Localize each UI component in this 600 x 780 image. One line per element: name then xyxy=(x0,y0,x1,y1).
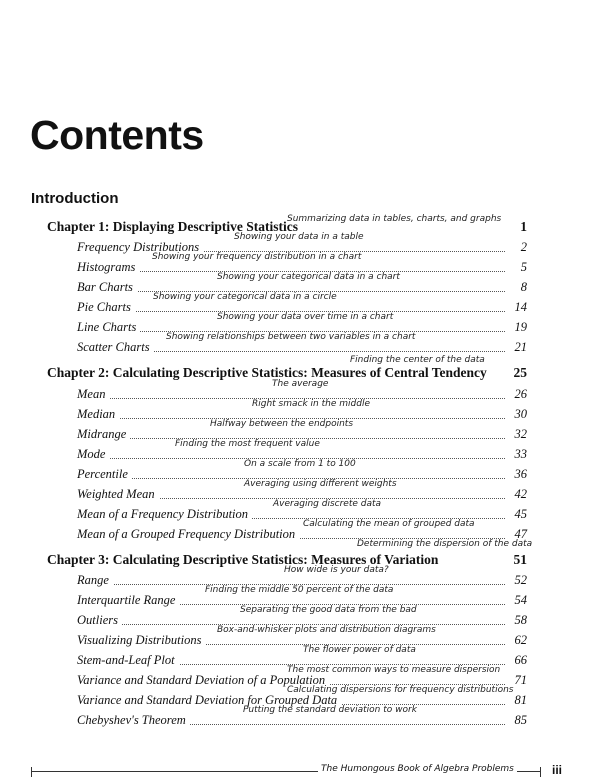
entry-page-number: 19 xyxy=(511,319,528,335)
page-title: Contents xyxy=(30,112,204,158)
entry-page-number: 8 xyxy=(517,279,527,295)
entry-page-number: 54 xyxy=(511,592,528,608)
entry-title: Mode xyxy=(77,446,109,462)
chapter-title: Chapter 2: Calculating Descriptive Statistics: Measures of Central Tendency xyxy=(47,365,487,380)
entry-title: Variance and Standard Deviation of a Population xyxy=(77,672,329,688)
chapter-title: Chapter 1: Displaying Descriptive Statistics xyxy=(47,219,298,234)
entry-page-number: 21 xyxy=(511,339,528,355)
handwritten-note: Box-and-whisker plots and distribution diagrams xyxy=(217,625,436,635)
entry-page-number: 36 xyxy=(511,466,528,482)
entry-title: Pie Charts xyxy=(77,299,135,315)
entry-title: Histograms xyxy=(77,259,139,275)
entry-page-number: 5 xyxy=(517,259,527,275)
handwritten-note: Averaging discrete data xyxy=(273,499,382,509)
entry-title: Mean of a Grouped Frequency Distribution xyxy=(77,526,299,542)
entry-page-number: 52 xyxy=(511,572,528,588)
entry-page-number: 42 xyxy=(511,486,528,502)
entry-title: Stem-and-Leaf Plot xyxy=(77,652,179,668)
footer-book-title: The Humongous Book of Algebra Problems xyxy=(318,764,517,774)
handwritten-note: Calculating dispersions for frequency distributions xyxy=(287,685,514,695)
handwritten-note: The flower power of data xyxy=(303,645,416,655)
entry-title: Midrange xyxy=(77,426,130,442)
handwritten-note: The most common ways to measure dispersion xyxy=(287,665,501,675)
handwritten-note: On a scale from 1 to 100 xyxy=(244,459,356,469)
entry-page-number: 30 xyxy=(511,406,528,422)
entry-page-number: 85 xyxy=(511,712,528,728)
handwritten-note: How wide is your data? xyxy=(284,565,389,575)
handwritten-note: Showing your data over time in a chart xyxy=(217,312,394,322)
entry-title: Weighted Mean xyxy=(77,486,159,502)
entry-title: Percentile xyxy=(77,466,132,482)
handwritten-note: Right smack in the middle xyxy=(252,399,370,409)
entry-title: Variance and Standard Deviation for Grouped Data xyxy=(77,692,341,708)
toc-entry[interactable] xyxy=(77,705,527,728)
entry-title: Interquartile Range xyxy=(77,592,179,608)
chapter-page-number: 51 xyxy=(513,552,527,567)
entry-page-number: 58 xyxy=(511,612,528,628)
entry-title: Line Charts xyxy=(77,319,140,335)
entry-page-number: 32 xyxy=(511,426,528,442)
handwritten-note: Halfway between the endpoints xyxy=(210,419,354,429)
entry-page-number: 33 xyxy=(511,446,528,462)
entry-title: Frequency Distributions xyxy=(77,239,203,255)
handwritten-note: The average xyxy=(272,379,329,389)
toc-entry[interactable] xyxy=(77,332,527,355)
handwritten-note: Showing your categorical data in a circle xyxy=(153,292,337,302)
handwritten-note: Putting the standard deviation to work xyxy=(243,705,417,715)
handwritten-note: Averaging using different weights xyxy=(244,479,397,489)
handwritten-note: Showing your categorical data in a chart xyxy=(217,272,400,282)
entry-page-number: 62 xyxy=(511,632,528,648)
entry-title: Mean xyxy=(77,386,109,402)
handwritten-note: Finding the middle 50 percent of the data xyxy=(205,585,394,595)
entry-title: Mean of a Frequency Distribution xyxy=(77,506,252,522)
chapter-title: Chapter 3: Calculating Descriptive Statistics: Measures of Variation xyxy=(47,552,439,567)
entry-title: Bar Charts xyxy=(77,279,137,295)
entry-page-number: 26 xyxy=(511,386,528,402)
chapter-page-number: 1 xyxy=(520,219,527,234)
handwritten-note: Finding the center of the data xyxy=(350,355,485,365)
handwritten-note: Showing relationships between two variables in a chart xyxy=(166,332,416,342)
entry-title: Range xyxy=(77,572,113,588)
handwritten-note: Summarizing data in tables, charts, and graphs xyxy=(287,214,502,224)
entry-title: Scatter Charts xyxy=(77,339,154,355)
handwritten-note: Separating the good data from the bad xyxy=(240,605,417,615)
handwritten-note: Showing your frequency distribution in a chart xyxy=(152,252,362,262)
chapter-page-number: 25 xyxy=(513,365,527,380)
entry-title: Outliers xyxy=(77,612,122,628)
toc-entry[interactable] xyxy=(77,625,527,648)
entry-title: Median xyxy=(77,406,119,422)
section-heading-introduction: Introduction xyxy=(31,190,119,207)
handwritten-note: Determining the dispersion of the data xyxy=(357,539,533,549)
entry-page-number: 71 xyxy=(511,672,528,688)
entry-page-number: 47 xyxy=(511,526,528,542)
entry-page-number: 2 xyxy=(517,239,527,255)
entry-page-number: 81 xyxy=(511,692,528,708)
entry-title: Chebyshev's Theorem xyxy=(77,712,190,728)
entry-page-number: 45 xyxy=(511,506,528,522)
footer-page-number: iii xyxy=(552,763,563,777)
handwritten-note: Finding the most frequent value xyxy=(175,439,320,449)
handwritten-note: Calculating the mean of grouped data xyxy=(303,519,475,529)
entry-page-number: 66 xyxy=(511,652,528,668)
entry-page-number: 14 xyxy=(511,299,528,315)
entry-title: Visualizing Distributions xyxy=(77,632,205,648)
handwritten-note: Showing your data in a table xyxy=(234,232,364,242)
